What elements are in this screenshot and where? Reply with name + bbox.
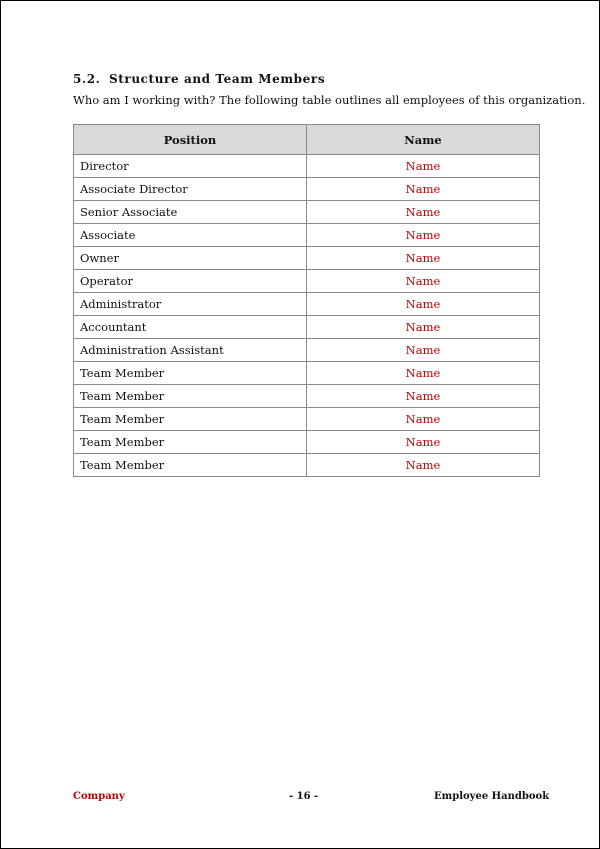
table-row — [74, 362, 540, 385]
position-cell: Director — [74, 155, 307, 178]
name-cell: Name — [307, 385, 540, 408]
name-cell: Name — [307, 293, 540, 316]
table-row — [74, 247, 540, 270]
name-cell: Name — [307, 178, 540, 201]
table-row — [74, 270, 540, 293]
position-cell: Team Member — [74, 385, 307, 408]
position-cell: Operator — [74, 270, 307, 293]
table-row — [74, 178, 540, 201]
section-heading — [73, 72, 325, 86]
table-row — [74, 201, 540, 224]
position-cell: Associate — [74, 224, 307, 247]
table-header-row — [74, 125, 540, 155]
footer-company: Company — [73, 791, 125, 802]
position-cell: Team Member — [74, 408, 307, 431]
name-cell: Name — [307, 224, 540, 247]
position-cell: Accountant — [74, 316, 307, 339]
name-cell: Name — [307, 270, 540, 293]
position-cell: Team Member — [74, 362, 307, 385]
table-row — [74, 155, 540, 178]
table-row — [74, 454, 540, 477]
table-row — [74, 385, 540, 408]
name-cell: Name — [307, 362, 540, 385]
footer-page-number: - 16 - — [289, 791, 319, 802]
table-row — [74, 408, 540, 431]
footer-document-title: Employee Handbook — [434, 791, 550, 802]
position-cell: Associate Director — [74, 178, 307, 201]
team-members-table — [73, 124, 540, 477]
position-cell: Administrator — [74, 293, 307, 316]
position-cell: Owner — [74, 247, 307, 270]
table-row — [74, 339, 540, 362]
table-row — [74, 293, 540, 316]
section-title: Structure and Team Members — [109, 72, 326, 86]
name-cell: Name — [307, 316, 540, 339]
position-cell: Team Member — [74, 431, 307, 454]
table-row — [74, 224, 540, 247]
position-cell: Administration Assistant — [74, 339, 307, 362]
section-number: 5.2. — [73, 72, 101, 86]
position-cell: Senior Associate — [74, 201, 307, 224]
table-row — [74, 316, 540, 339]
name-cell: Name — [307, 247, 540, 270]
name-cell: Name — [307, 431, 540, 454]
name-cell: Name — [307, 339, 540, 362]
position-cell: Team Member — [74, 454, 307, 477]
name-cell: Name — [307, 408, 540, 431]
table-row — [74, 431, 540, 454]
name-cell: Name — [307, 454, 540, 477]
section-intro: Who am I working with? The following table outlines all employees of this organization. — [73, 93, 586, 107]
name-cell: Name — [307, 201, 540, 224]
position-column-header: Position — [74, 125, 307, 155]
name-column-header: Name — [307, 125, 540, 155]
name-cell: Name — [307, 155, 540, 178]
